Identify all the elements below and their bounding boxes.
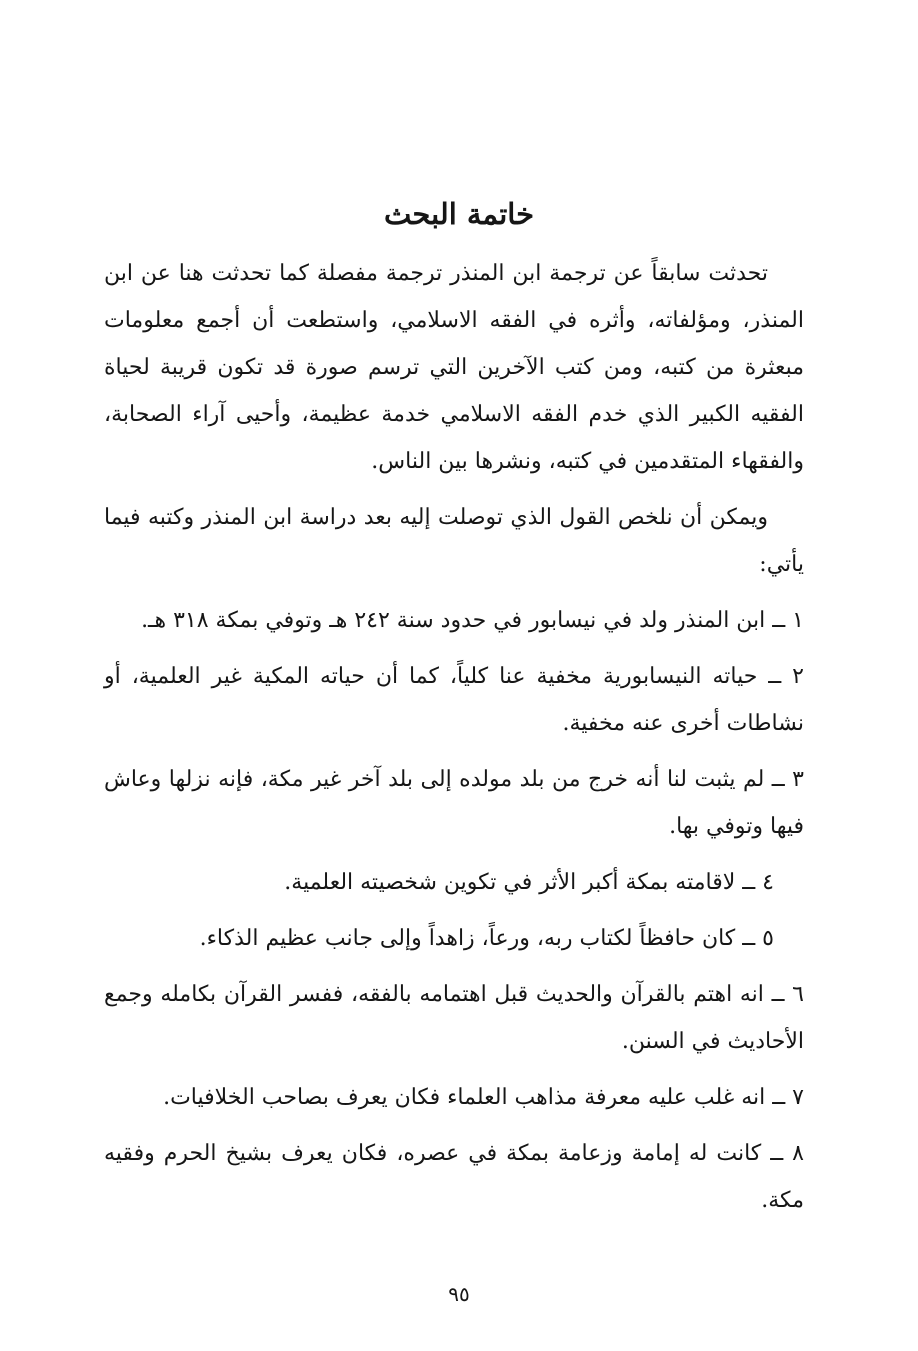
conclusion-item-5: ٥ ــ كان حافظاً لكتاب ربه، ورعاً، زاهداً وإلى جانب عظيم الذكاء. bbox=[199, 926, 774, 951]
conclusion-item-6: ٦ ــ انه اهتم بالقرآن والحديث قبل اهتمامه بالفقه، ففسر القرآن بكامله وجمع الأحاديث في السنن. bbox=[104, 982, 804, 1054]
body-text bbox=[104, 250, 804, 1233]
page-title: خاتمة البحث bbox=[383, 197, 535, 231]
conclusion-item-3: ٣ ــ لم يثبت لنا أنه خرج من بلد مولده إلى بلد آخر غير مكة، فإنه نزلها وعاش فيها وتوفي بها. bbox=[104, 767, 804, 839]
conclusion-item-8: ٨ ــ كانت له إمامة وزعامة بمكة في عصره، فكان يعرف بشيخ الحرم وفقيه مكة. bbox=[104, 1141, 804, 1213]
summary-intro-paragraph: ويمكن أن نلخص القول الذي توصلت إليه بعد دراسة ابن المنذر وكتبه فيما يأتي: bbox=[104, 505, 804, 577]
intro-paragraph: تحدثت سابقاً عن ترجمة ابن المنذر ترجمة مفصلة كما تحدثت هنا عن ابن المنذر، ومؤلفاته، وأثره في الفقه الاسلامي، واستطعت أن أجمع معلومات مبعثرة من كتبه، ومن كتب الآخرين التي ترسم صورة قد تكون قريبة لحياة الفقيه الكبير الذي خدم الفقه الاسلامي خدمة عظيمة، وأحيى آراء الصحابة، والفقهاء المتقدمين في كتبه، ونشرها بين الناس. bbox=[104, 261, 804, 474]
page-number: ٩٥ bbox=[448, 1282, 470, 1306]
conclusion-item-2: ٢ ــ حياته النيسابورية مخفية عنا كلياً، كما أن حياته المكية غير العلمية، أو نشاطات أخرى عنه مخفية. bbox=[104, 664, 804, 736]
conclusion-item-7: ٧ ــ انه غلب عليه معرفة مذاهب العلماء فكان يعرف بصاحب الخلافيات. bbox=[163, 1085, 804, 1110]
conclusion-item-4: ٤ ــ لاقامته بمكة أكبر الأثر في تكوين شخصيته العلمية. bbox=[284, 870, 774, 895]
conclusion-item-1: ١ ــ ابن المنذر ولد في نيسابور في حدود سنة ٢٤٢ هـ وتوفي بمكة ٣١٨ هـ. bbox=[141, 608, 804, 633]
